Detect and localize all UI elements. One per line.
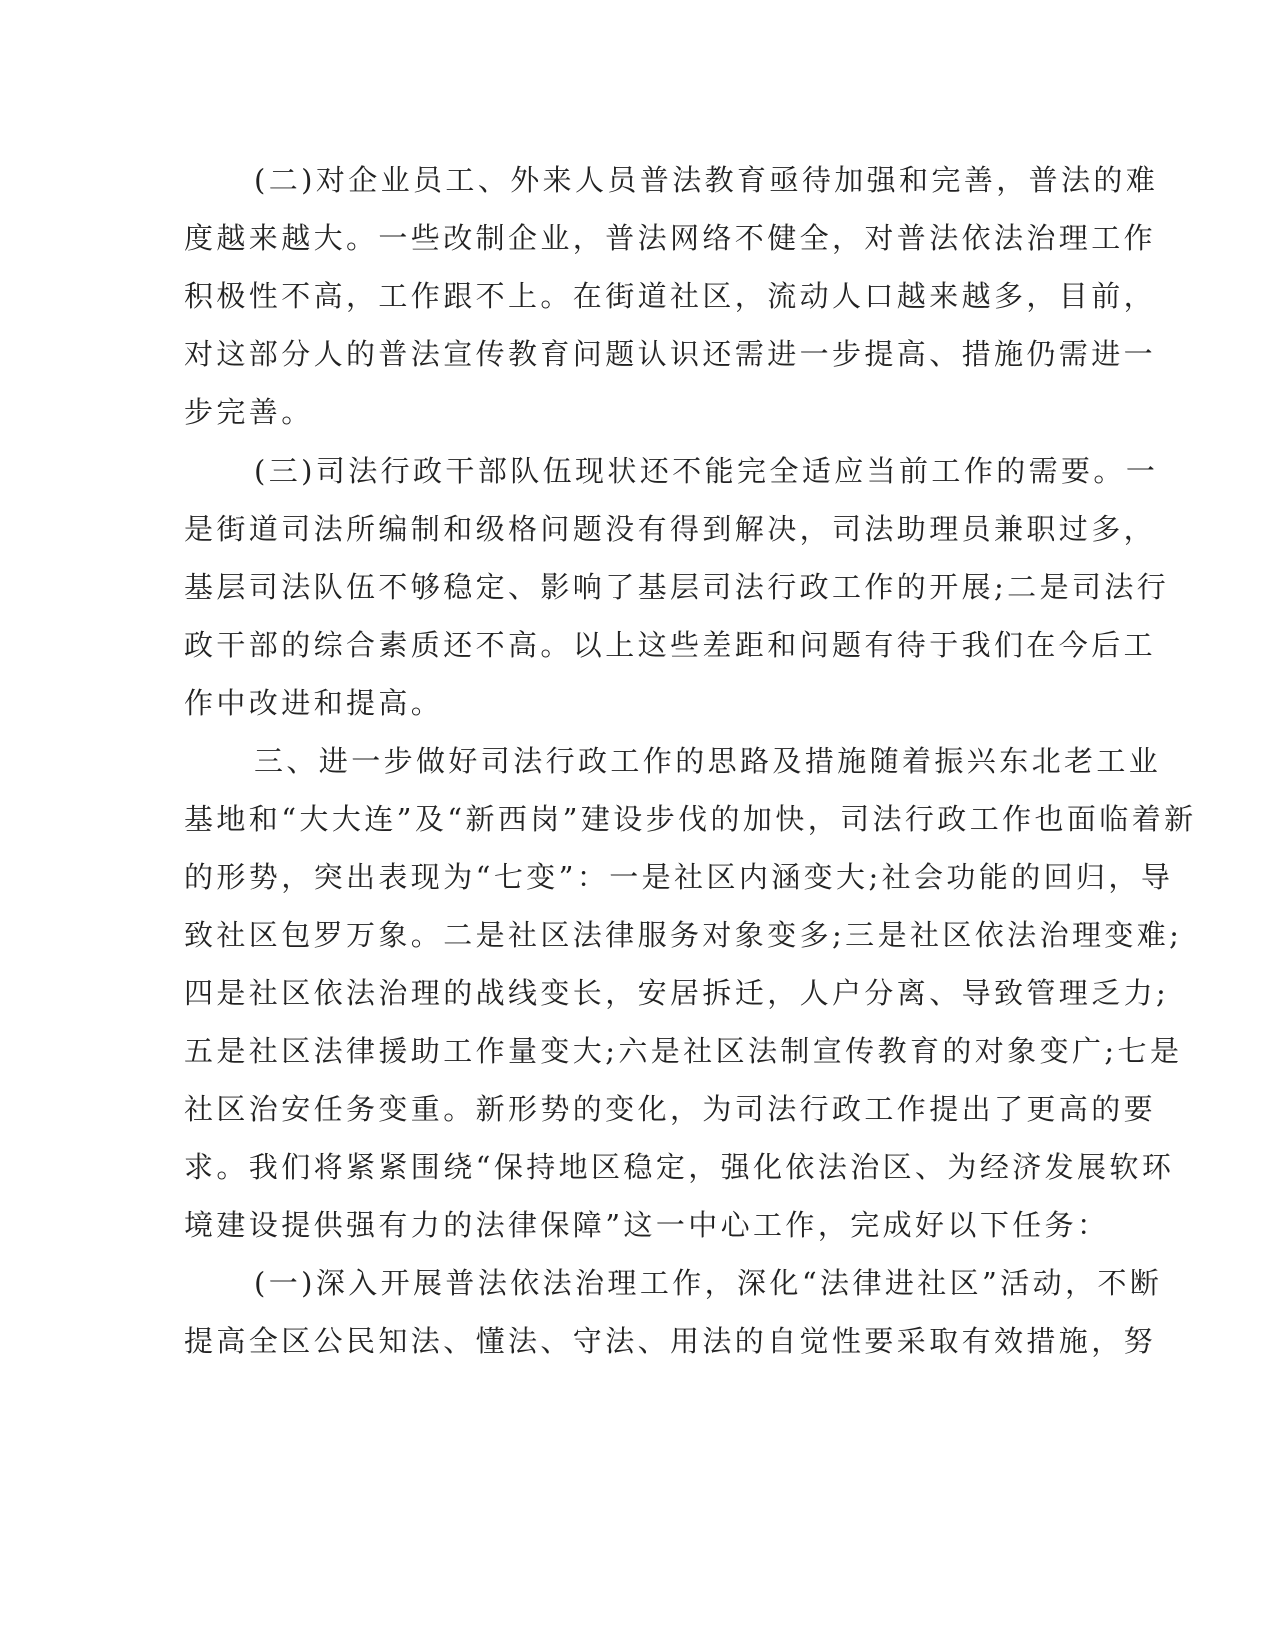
paragraph-4-line-2: 提高全区公民知法、懂法、守法、用法的自觉性要采取有效措施，努 (184, 1324, 1157, 1358)
paragraph-3-line-3: 基层司法队伍不够稳定、影响了基层司法行政工作的开展;二是司法行 (184, 570, 1170, 604)
paragraph-4-line-1: (一)深入开展普法依法治理工作，深化“法律进社区”活动，不断 (254, 1266, 1163, 1300)
paragraph-2-line-4: 对这部分人的普法宣传教育问题认识还需进一步提高、措施仍需进一 (184, 337, 1157, 371)
section-3-line-1: 三、进一步做好司法行政工作的思路及措施随着振兴东北老工业 (254, 744, 1162, 778)
section-3-line-4: 致社区包罗万象。二是社区法律服务对象变多;三是社区依法治理变难; (184, 918, 1183, 952)
section-3-line-3: 的形势，突出表现为“七变”：一是社区内涵变大;社会功能的回归，导 (184, 860, 1174, 894)
paragraph-2-line-5: 步完善。 (184, 395, 314, 429)
section-3-line-6: 五是社区法律援助工作量变大;六是社区法制宣传教育的对象变广;七是 (184, 1034, 1183, 1068)
paragraph-2-line-1: (二)对企业员工、外来人员普法教育亟待加强和完善，普法的难 (254, 163, 1159, 197)
paragraph-2-line-2: 度越来越大。一些改制企业，普法网络不健全，对普法依法治理工作 (184, 221, 1157, 255)
section-3-line-9: 境建设提供强有力的法律保障”这一中心工作，完成好以下任务： (184, 1208, 1110, 1242)
section-3-line-8: 求。我们将紧紧围绕“保持地区稳定，强化依法治区、为经济发展软环 (184, 1150, 1175, 1184)
paragraph-3-line-1: (三)司法行政干部队伍现状还不能完全适应当前工作的需要。一 (254, 454, 1159, 488)
paragraph-3-line-4: 政干部的综合素质还不高。以上这些差距和问题有待于我们在今后工 (184, 628, 1157, 662)
section-3-line-2: 基地和“大大连”及“新西岗”建设步伐的加快，司法行政工作也面临着新 (184, 802, 1197, 836)
paragraph-3-line-2: 是街道司法所编制和级格问题没有得到解决，司法助理员兼职过多， (184, 512, 1157, 546)
section-3-line-7: 社区治安任务变重。新形势的变化，为司法行政工作提出了更高的要 (184, 1092, 1157, 1126)
paragraph-3-line-5: 作中改进和提高。 (184, 686, 444, 720)
paragraph-2-line-3: 积极性不高，工作跟不上。在街道社区，流动人口越来越多，目前， (184, 279, 1157, 313)
section-3-line-5: 四是社区依法治理的战线变长，安居拆迁，人户分离、导致管理乏力; (184, 976, 1170, 1010)
